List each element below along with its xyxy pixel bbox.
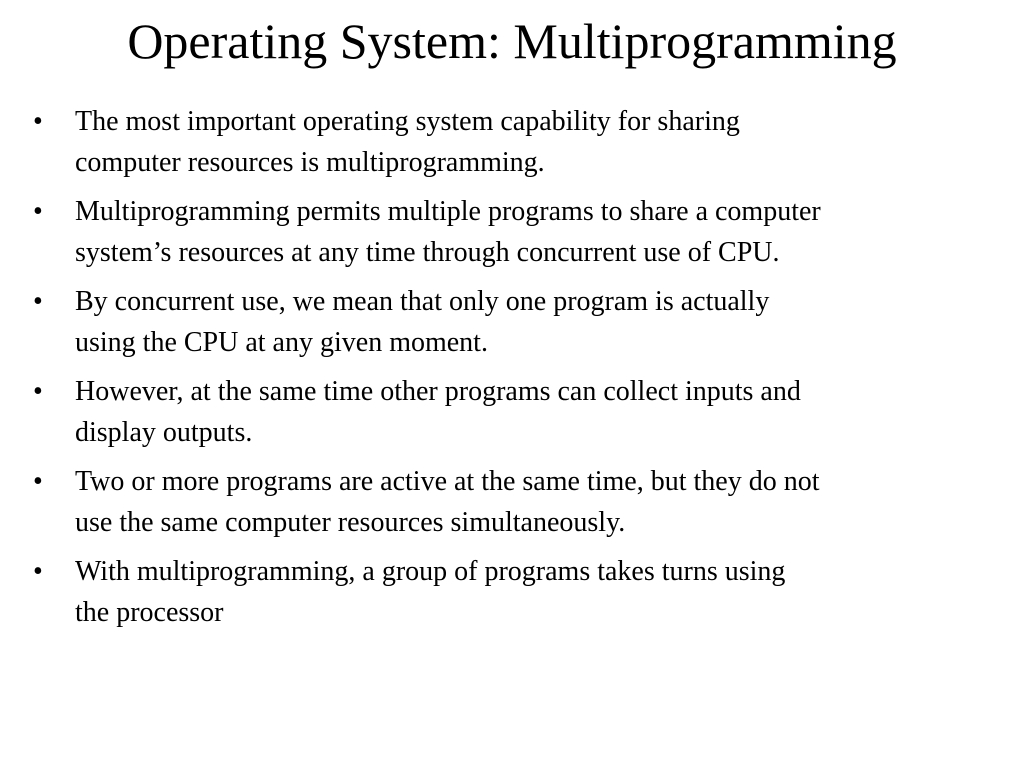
bullet-dot: • bbox=[33, 196, 43, 227]
bullet-item bbox=[0, 192, 1024, 273]
bullet-text-line: By concurrent use, we mean that only one program is actually bbox=[75, 286, 770, 317]
bullet-text-line: Two or more programs are active at the same time, but they do not bbox=[75, 466, 820, 497]
bullet-text-line: computer resources is multiprogramming. bbox=[75, 146, 545, 178]
bullet-text-line: Multiprogramming permits multiple programs to share a computer bbox=[75, 196, 821, 227]
bullet-item bbox=[0, 462, 1024, 543]
bullet-item bbox=[0, 552, 1024, 633]
bullet-text-line: use the same computer resources simultaneously. bbox=[75, 506, 626, 538]
bullet-text-line: using the CPU at any given moment. bbox=[75, 326, 488, 358]
bullet-text-line: The most important operating system capability for sharing bbox=[75, 106, 740, 137]
bullet-item bbox=[0, 372, 1024, 453]
bullet-text-line: system’s resources at any time through concurrent use of CPU. bbox=[75, 236, 780, 268]
bullet-text-line: the processor bbox=[75, 596, 224, 628]
bullet-text-line: display outputs. bbox=[75, 416, 253, 448]
slide-title: Operating System: Multiprogramming bbox=[127, 13, 897, 69]
bullet-item bbox=[0, 282, 1024, 363]
bullet-dot: • bbox=[33, 556, 43, 587]
bullet-dot: • bbox=[33, 466, 43, 497]
bullet-item bbox=[0, 102, 1024, 183]
bullet-list bbox=[0, 102, 1024, 633]
bullet-dot: • bbox=[33, 376, 43, 407]
bullet-dot: • bbox=[33, 106, 43, 137]
bullet-dot: • bbox=[33, 286, 43, 317]
bullet-text-line: However, at the same time other programs can collect inputs and bbox=[75, 376, 801, 407]
bullet-text-line: With multiprogramming, a group of programs takes turns using bbox=[75, 556, 786, 587]
